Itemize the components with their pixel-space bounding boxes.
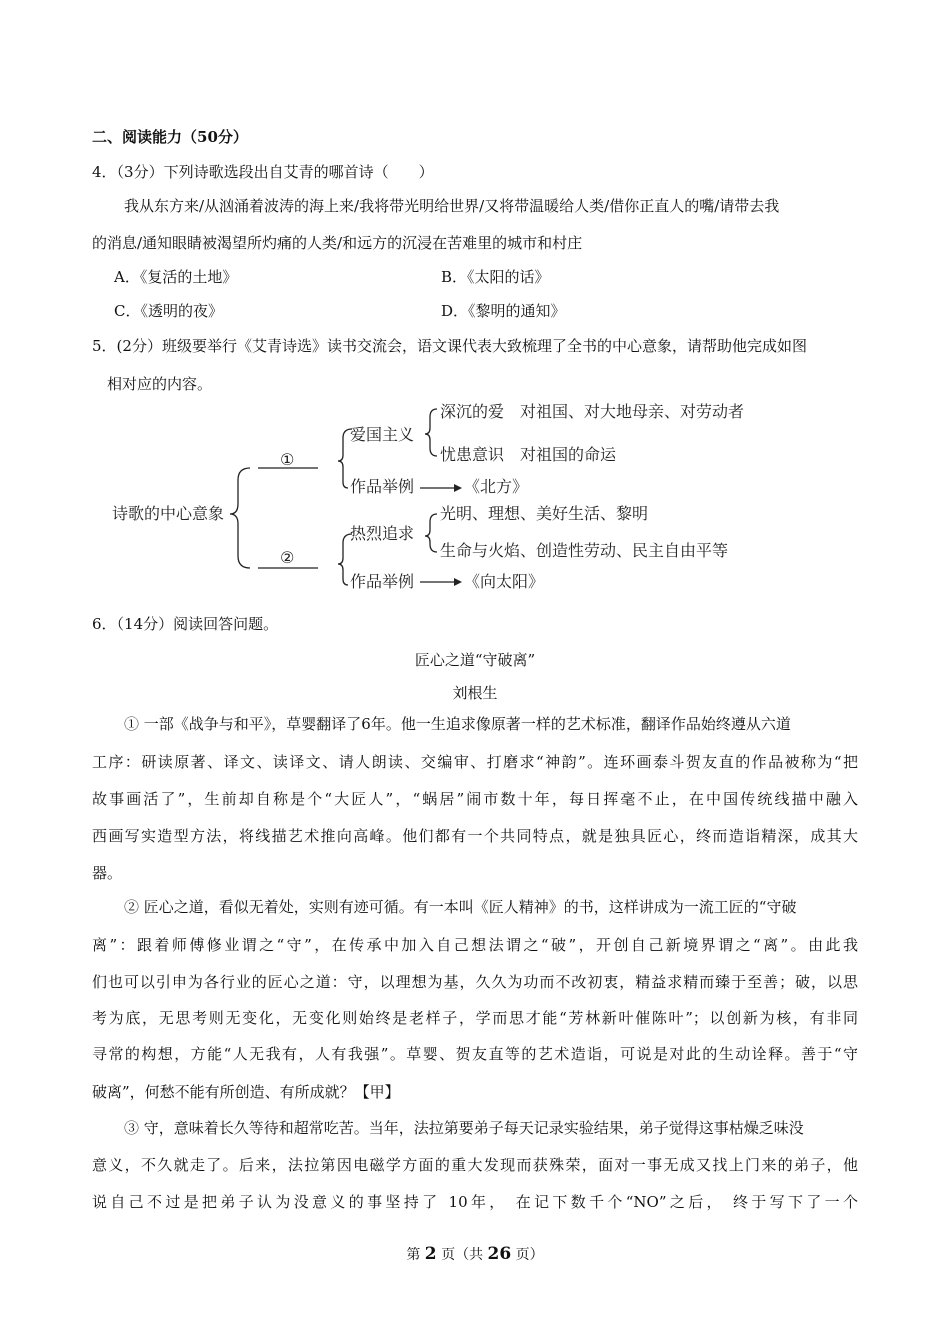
- q6-stem: 6．（14分）阅读回答问题。: [92, 615, 279, 633]
- paragraph-1-line-3: 故事画活了”，生前却自称是个“大匠人”，“蜗居”闹市数十年，每日挥毫不止，在中国传统线描中融入: [92, 790, 858, 808]
- paragraph-1-line-5: 器。: [92, 864, 123, 882]
- mind-map-connectors: [100, 396, 800, 606]
- branch1-item-2: 忧患意识 对祖国的命运: [440, 445, 617, 464]
- example1-work: 《北方》: [464, 477, 529, 496]
- q5-stem-line-2: 相对应的内容。: [107, 375, 213, 393]
- q4-option-b: B．《太阳的话》: [441, 268, 550, 286]
- q4-option-d: D．《黎明的通知》: [441, 302, 566, 320]
- example1-label: 作品举例: [350, 477, 415, 496]
- example2-label: 作品举例: [350, 572, 415, 591]
- paragraph-2-line-4: 考为底，无思考则无变化，无变化则始终是老样子，学而思才能“芳林新叶催陈叶”；以创新为核，有非同: [92, 1009, 858, 1027]
- paragraph-2-line-2: 离”：跟着师傅修业谓之“守”，在传承中加入自己想法谓之“破”，开创自己新境界谓之“离”。由此我: [92, 936, 858, 954]
- q5-stem-line-1: 5．(2分）班级要举行《艾青诗选》读书交流会，语文课代表大致梳理了全书的中心意象，请帮助他完成如图: [92, 337, 807, 355]
- article-author: 刘根生: [452, 684, 498, 702]
- root-bracket: [230, 468, 250, 568]
- q4-stem: 4．（3分）下列诗歌选段出自艾青的哪首诗（ ）: [92, 163, 434, 181]
- footer-page-number: 2: [424, 1244, 437, 1264]
- example2-work: 《向太阳》: [464, 572, 545, 591]
- branch2-label: 热烈追求: [350, 524, 415, 543]
- mind-map-root: 诗歌的中心意象: [112, 504, 225, 523]
- paragraph-1-line-2: 工序：研读原著、译文、读译文、请人朗读、交编审、打磨求“神韵”。连环画泰斗贺友直的作品被称为“把: [92, 753, 858, 771]
- example2-arrow-head: [454, 578, 462, 586]
- mind-map-blank-2: ②: [280, 548, 295, 567]
- paragraph-3-line-3: 说自己不过是把弟子认为没意义的事坚持了 10年， 在记下数千个“NO”之后， 终于写下了一个: [92, 1193, 858, 1211]
- paragraph-3-line-2: 意义，不久就走了。后来，法拉第因电磁学方面的重大发现而获殊荣，面对一事无成又找上门来的弟子，他: [92, 1156, 858, 1174]
- paragraph-3-line-1: ③ 守，意味着长久等待和超常吃苦。当年，法拉第要弟子每天记录实验结果，弟子觉得这事枯燥乏味没: [124, 1119, 804, 1137]
- imagery-mind-map: [100, 396, 800, 606]
- branch1-item-1: 深沉的爱 对祖国、对大地母亲、对劳动者: [440, 402, 745, 421]
- paragraph-2-line-3: 们也可以引申为各行业的匠心之道：守，以理想为基，久久为功而不改初衷，精益求精而臻于至善；破，以思: [92, 973, 858, 991]
- branch2-item-2: 生命与火焰、创造性劳动、民主自由平等: [440, 541, 729, 560]
- example1-arrow-head: [454, 484, 462, 492]
- section-title: 二、阅读能力（50分）: [92, 128, 248, 146]
- page-footer: [0, 1244, 950, 1265]
- q4-passage-line-1: 我从东方来/从汹涌着波涛的海上来/我将带光明给世界/又将带温暖给人类/借你正直人的嘴/请带去我: [124, 197, 780, 215]
- mind-map-blank-1: ①: [280, 450, 295, 469]
- q4-option-a: A．《复活的土地》: [114, 268, 238, 286]
- footer-total-pages: 26: [487, 1244, 512, 1264]
- paragraph-2-line-5: 寻常的构想，方能“人无我有，人有我强”。草婴、贺友直等的艺术造诣，可说是对此的生动诠释。善于“守: [92, 1045, 858, 1063]
- footer-middle: 页（共: [441, 1247, 484, 1263]
- branch1-label: 爱国主义: [350, 425, 415, 444]
- paragraph-1-line-4: 西画写实造型方法，将线描艺术推向高峰。他们都有一个共同特点，就是独具匠心，终而造诣精深，成其大: [92, 827, 858, 845]
- footer-suffix: 页）: [515, 1247, 544, 1263]
- branch1-sub-bracket: [425, 409, 437, 456]
- q4-passage-line-2: 的消息/通知眼睛被渴望所灼痛的人类/和远方的沉浸在苦难里的城市和村庄: [92, 234, 583, 252]
- paragraph-1-line-1: ① 一部《战争与和平》，草婴翻译了6年。他一生追求像原著一样的艺术标准，翻译作品始终遵从六道: [124, 715, 791, 733]
- q4-option-c: C．《透明的夜》: [114, 302, 223, 320]
- article-title: 匠心之道“守破离”: [414, 651, 536, 669]
- branch2-item-1: 光明、理想、美好生活、黎明: [440, 504, 649, 523]
- footer-prefix: 第: [406, 1247, 421, 1263]
- paragraph-2-line-6: 破离”，何愁不能有所创造、有所成就？【甲】: [92, 1083, 400, 1101]
- paragraph-2-line-1: ② 匠心之道，看似无着处，实则有迹可循。有一本叫《匠人精神》的书，这样讲成为一流工匠的“守破: [124, 898, 797, 916]
- branch2-sub-bracket: [425, 514, 437, 552]
